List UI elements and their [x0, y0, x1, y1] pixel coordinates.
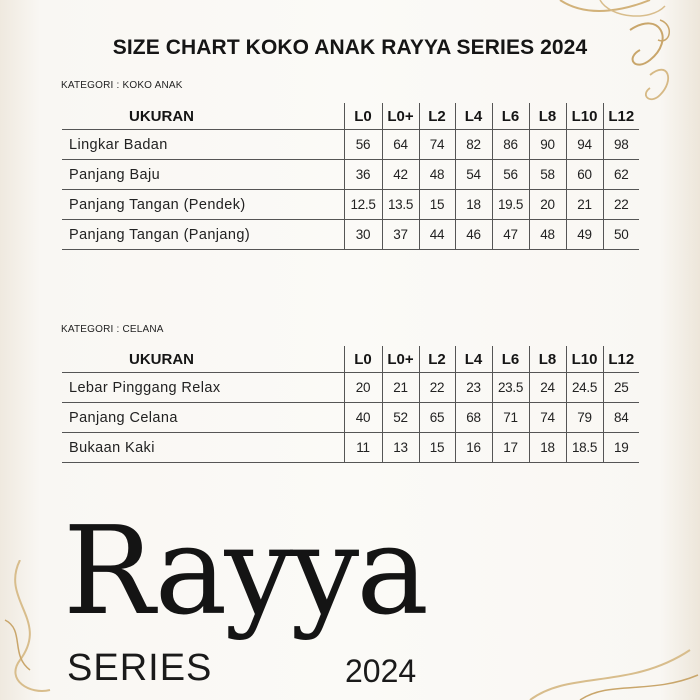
- table-cell: 74: [419, 130, 455, 160]
- row-label: Lingkar Badan: [62, 130, 344, 160]
- table-cell: 50: [603, 220, 639, 250]
- size-header: L4: [455, 346, 492, 373]
- table-cell: 48: [529, 220, 566, 250]
- row-label: Panjang Baju: [62, 160, 344, 190]
- table-cell: 48: [419, 160, 455, 190]
- table-cell: 22: [603, 190, 639, 220]
- table-cell: 62: [603, 160, 639, 190]
- table-cell: 71: [492, 403, 529, 433]
- table-cell: 86: [492, 130, 529, 160]
- size-header: L6: [492, 103, 529, 130]
- size-header: L2: [419, 103, 455, 130]
- table-row: [62, 130, 639, 160]
- size-header: L2: [419, 346, 455, 373]
- table-cell: 19.5: [492, 190, 529, 220]
- page-title: SIZE CHART KOKO ANAK RAYYA SERIES 2024: [112, 36, 588, 59]
- table-cell: 40: [344, 403, 382, 433]
- row-label: Lebar Pinggang Relax: [62, 373, 344, 403]
- table-cell: 18.5: [566, 433, 603, 463]
- table-cell: 44: [419, 220, 455, 250]
- size-header: L10: [566, 103, 603, 130]
- table-cell: 98: [603, 130, 639, 160]
- table-cell: 23.5: [492, 373, 529, 403]
- logo-wordmark: Rayya: [63, 500, 426, 642]
- table-cell: 37: [382, 220, 419, 250]
- table-cell: 16: [455, 433, 492, 463]
- size-header: L8: [529, 103, 566, 130]
- table-cell: 13.5: [382, 190, 419, 220]
- table-cell: 18: [529, 433, 566, 463]
- table-cell: 94: [566, 130, 603, 160]
- table-cell: 79: [566, 403, 603, 433]
- size-header: L12: [603, 103, 639, 130]
- table-cell: 82: [455, 130, 492, 160]
- table-cell: 68: [455, 403, 492, 433]
- table-cell: 22: [419, 373, 455, 403]
- size-header: L0+: [382, 103, 419, 130]
- table-cell: 56: [492, 160, 529, 190]
- table-cell: 58: [529, 160, 566, 190]
- row-label: Panjang Tangan (Panjang): [62, 220, 344, 250]
- table-cell: 21: [382, 373, 419, 403]
- row-label: Bukaan Kaki: [62, 433, 344, 463]
- table-cell: 90: [529, 130, 566, 160]
- table-cell: 60: [566, 160, 603, 190]
- table-row: [62, 220, 639, 250]
- table-cell: 23: [455, 373, 492, 403]
- table-row: [62, 403, 639, 433]
- category-label-koko-anak: KATEGORI : KOKO ANAK: [61, 80, 183, 91]
- row-label: Panjang Celana: [62, 403, 344, 433]
- table-cell: 19: [603, 433, 639, 463]
- table-header-row: [62, 346, 639, 373]
- table-cell: 25: [603, 373, 639, 403]
- size-header: L0+: [382, 346, 419, 373]
- table-cell: 24: [529, 373, 566, 403]
- table-cell: 18: [455, 190, 492, 220]
- size-header: L8: [529, 346, 566, 373]
- table-row: [62, 373, 639, 403]
- table-header-row: [62, 103, 639, 130]
- table-row: [62, 160, 639, 190]
- table-cell: 42: [382, 160, 419, 190]
- size-header: L12: [603, 346, 639, 373]
- table-cell: 21: [566, 190, 603, 220]
- table-cell: 84: [603, 403, 639, 433]
- table-row: [62, 433, 639, 463]
- table-cell: 56: [344, 130, 382, 160]
- table-row: [62, 190, 639, 220]
- table-cell: 64: [382, 130, 419, 160]
- size-header: L4: [455, 103, 492, 130]
- header-label: UKURAN: [129, 350, 194, 368]
- table-cell: 15: [419, 433, 455, 463]
- logo-year: 2024: [345, 653, 417, 689]
- table-cell: 46: [455, 220, 492, 250]
- table-cell: 11: [344, 433, 382, 463]
- table-cell: 17: [492, 433, 529, 463]
- size-header: L0: [344, 346, 382, 373]
- size-header: L10: [566, 346, 603, 373]
- table-cell: 13: [382, 433, 419, 463]
- category-label-celana: KATEGORI : CELANA: [61, 324, 164, 335]
- size-header: L6: [492, 346, 529, 373]
- table-cell: 65: [419, 403, 455, 433]
- table-cell: 20: [344, 373, 382, 403]
- header-label: UKURAN: [129, 107, 194, 125]
- logo-series-label: SERIES: [67, 647, 213, 689]
- table-cell: 54: [455, 160, 492, 190]
- table-cell: 20: [529, 190, 566, 220]
- table-cell: 49: [566, 220, 603, 250]
- table-cell: 15: [419, 190, 455, 220]
- size-table-celana: [62, 346, 639, 463]
- table-cell: 30: [344, 220, 382, 250]
- table-cell: 47: [492, 220, 529, 250]
- table-cell: 12.5: [344, 190, 382, 220]
- table-cell: 74: [529, 403, 566, 433]
- table-cell: 52: [382, 403, 419, 433]
- row-label: Panjang Tangan (Pendek): [62, 190, 344, 220]
- table-cell: 24.5: [566, 373, 603, 403]
- table-cell: 36: [344, 160, 382, 190]
- size-table-koko-anak: [62, 103, 639, 250]
- size-header: L0: [344, 103, 382, 130]
